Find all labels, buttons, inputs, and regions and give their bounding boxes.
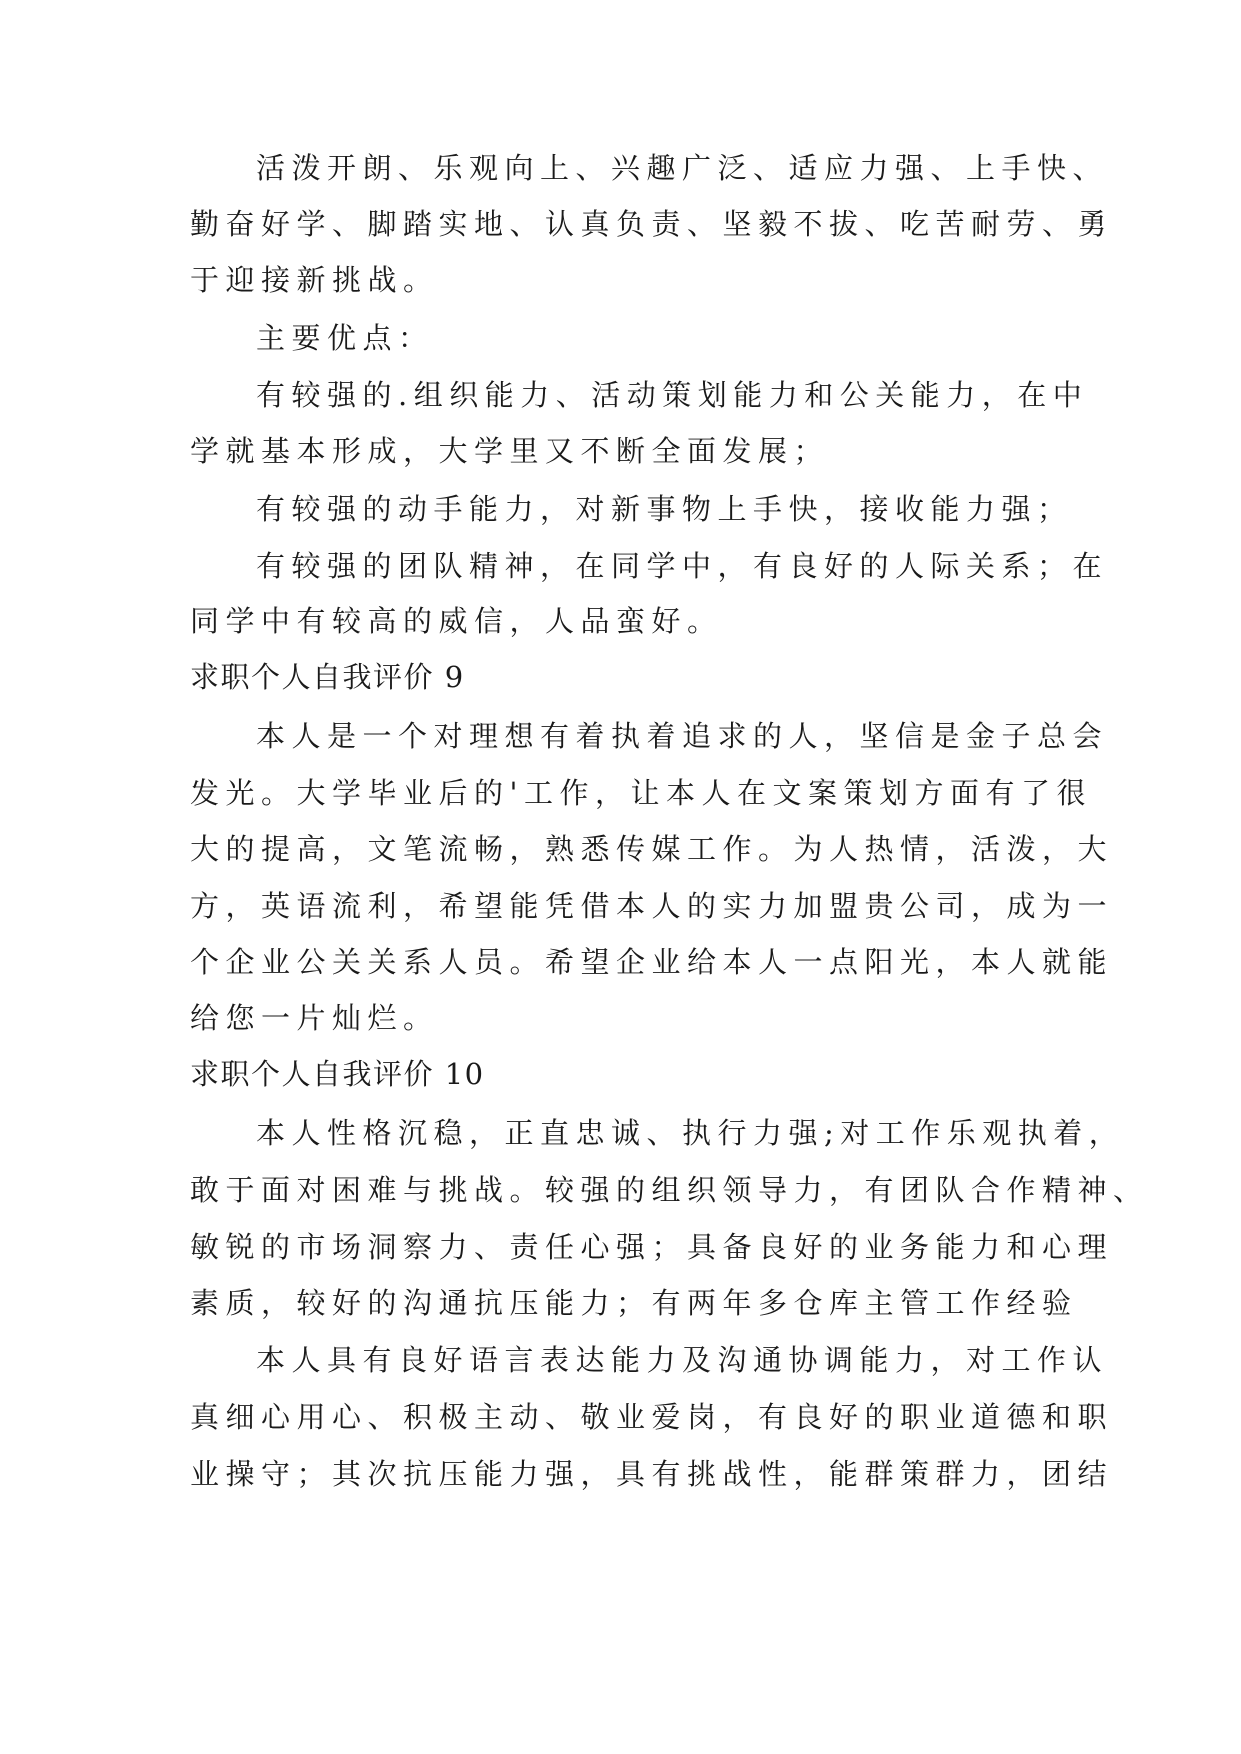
paragraph-line: 活泼开朗、乐观向上、兴趣广泛、适应力强、上手快、 <box>256 151 1109 185</box>
paragraph-line: 真细心用心、积极主动、敬业爱岗，有良好的职业道德和职 <box>190 1400 1114 1434</box>
section-heading: 求职个人自我评价 9 <box>190 660 465 694</box>
paragraph-line: 敢于面对困难与挑战。较强的组织领导力，有团队合作精神、 <box>190 1173 1149 1207</box>
paragraph-line: 本人具有良好语言表达能力及沟通协调能力，对工作认 <box>256 1343 1109 1377</box>
paragraph-line: 给您一片灿烂。 <box>190 1001 439 1035</box>
paragraph-line: 方，英语流利，希望能凭借本人的实力加盟贵公司，成为一 <box>190 889 1114 923</box>
paragraph-line: 有较强的团队精神，在同学中，有良好的人际关系；在 <box>256 549 1109 583</box>
paragraph-line: 大的提高，文笔流畅，熟悉传媒工作。为人热情，活泼，大 <box>190 832 1114 866</box>
paragraph-line: 发光。大学毕业后的'工作，让本人在文案策划方面有了很 <box>190 776 1092 810</box>
paragraph-line: 敏锐的市场洞察力、责任心强；具备良好的业务能力和心理 <box>190 1230 1114 1264</box>
paragraph-line: 素质，较好的沟通抗压能力；有两年多仓库主管工作经验 <box>190 1286 1078 1320</box>
paragraph-line: 同学中有较高的威信，人品蛮好。 <box>190 604 723 638</box>
paragraph-line: 个企业公关关系人员。希望企业给本人一点阳光，本人就能 <box>190 945 1114 979</box>
paragraph-line: 本人性格沉稳，正直忠诚、执行力强;对工作乐观执着， <box>256 1116 1125 1150</box>
paragraph-line: 业操守；其次抗压能力强，具有挑战性，能群策群力，团结 <box>190 1457 1114 1491</box>
paragraph-line: 勤奋好学、脚踏实地、认真负责、坚毅不拔、吃苦耐劳、勇 <box>190 207 1114 241</box>
paragraph-line: 主要优点： <box>256 321 434 355</box>
paragraph-line: 有较强的动手能力，对新事物上手快，接收能力强； <box>256 492 1073 526</box>
section-heading: 求职个人自我评价 10 <box>190 1057 485 1091</box>
paragraph-line: 本人是一个对理想有着执着追求的人，坚信是金子总会 <box>256 719 1109 753</box>
paragraph-line: 有较强的.组织能力、活动策划能力和公关能力，在中 <box>256 378 1089 412</box>
paragraph-line: 于迎接新挑战。 <box>190 263 439 297</box>
paragraph-line: 学就基本形成，大学里又不断全面发展； <box>190 434 830 468</box>
